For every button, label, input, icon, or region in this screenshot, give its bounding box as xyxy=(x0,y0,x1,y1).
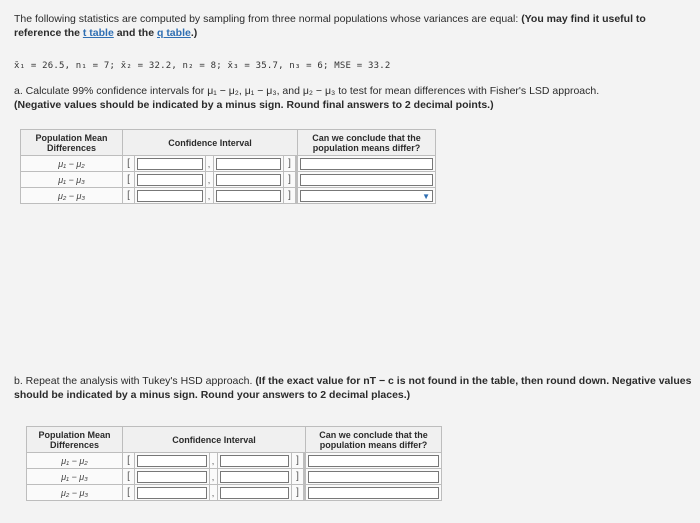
comma: , xyxy=(205,188,213,204)
comma: , xyxy=(205,172,213,188)
fisher-conclude-select-2[interactable] xyxy=(298,172,436,188)
tukey-upper-input-3[interactable] xyxy=(217,485,292,501)
open-bracket: [ xyxy=(123,156,135,172)
fisher-upper-input-2[interactable] xyxy=(213,172,284,188)
header-confidence-interval: Confidence Interval xyxy=(123,427,306,453)
tukey-conclude-select-1[interactable] xyxy=(306,453,442,469)
open-bracket: [ xyxy=(123,172,135,188)
row-label: μ₁ − μ₃ xyxy=(27,469,123,485)
statistics-line: x̄₁ = 26.5, n₁ = 7; x̄₂ = 32.2, n₂ = 8; x̄₃ = 35.7, n₃ = 6; MSE = 33.2 xyxy=(14,61,391,71)
open-bracket: [ xyxy=(123,453,135,469)
tukey-hsd-table xyxy=(26,426,442,501)
t-table-link[interactable]: t table xyxy=(82,27,114,39)
table-row xyxy=(27,453,442,469)
header-pop-mean: Population Mean Differences xyxy=(27,427,123,453)
close-bracket: ] xyxy=(284,156,296,172)
row-label: μ₂ − μ₃ xyxy=(21,188,123,204)
part-a-question: a. Calculate 99% confidence intervals for μ₁ − μ₂, μ₁ − μ₃, and μ₂ − μ₃ to test for mean differences with Fisher's LSD approach. (Negative values should be indicated by a minus sign. Round final answers to 2 decimal points.) xyxy=(14,85,600,111)
table-row xyxy=(21,188,436,204)
intro-text: The following statistics are computed by sampling from three normal populations whose variances are equal: (You may find it useful to reference the t table and the q table.) xyxy=(14,13,646,39)
chevron-down-icon[interactable]: ▼ xyxy=(422,191,430,201)
tukey-lower-input-2[interactable] xyxy=(135,469,210,485)
comma: , xyxy=(209,469,217,485)
header-pop-mean: Population Mean Differences xyxy=(21,130,123,156)
table-row xyxy=(27,469,442,485)
tukey-upper-input-1[interactable] xyxy=(217,453,292,469)
header-conclude: Can we conclude that the population means differ? xyxy=(298,130,436,156)
fisher-upper-input-3[interactable] xyxy=(213,188,284,204)
tukey-lower-input-1[interactable] xyxy=(135,453,210,469)
fisher-conclude-select-1[interactable] xyxy=(298,156,436,172)
tukey-lower-input-3[interactable] xyxy=(135,485,210,501)
row-label: μ₁ − μ₂ xyxy=(27,453,123,469)
part-b-question: b. Repeat the analysis with Tukey's HSD approach. (If the exact value for nT − c is not found in the table, then round down. Negative values should be indicated by a minus sign. Round your answers to 2 decimal places.) xyxy=(14,375,692,401)
table-row xyxy=(21,172,436,188)
row-label: μ₁ − μ₃ xyxy=(21,172,123,188)
table-row xyxy=(21,156,436,172)
tukey-conclude-select-3[interactable] xyxy=(306,485,442,501)
row-label: μ₂ − μ₃ xyxy=(27,485,123,501)
fisher-conclude-select-3[interactable] xyxy=(298,188,436,204)
q-table-link[interactable]: q table xyxy=(156,27,191,39)
table-row xyxy=(27,485,442,501)
fisher-lower-input-2[interactable] xyxy=(135,172,206,188)
comma: , xyxy=(209,453,217,469)
header-conclude: Can we conclude that the population means differ? xyxy=(306,427,442,453)
row-label: μ₁ − μ₂ xyxy=(21,156,123,172)
comma: , xyxy=(209,485,217,501)
fisher-lower-input-1[interactable] xyxy=(135,156,206,172)
open-bracket: [ xyxy=(123,469,135,485)
fisher-lower-input-3[interactable] xyxy=(135,188,206,204)
close-bracket: ] xyxy=(292,453,304,469)
fisher-lsd-table xyxy=(20,129,436,204)
open-bracket: [ xyxy=(123,188,135,204)
open-bracket: [ xyxy=(123,485,135,501)
tukey-upper-input-2[interactable] xyxy=(217,469,292,485)
close-bracket: ] xyxy=(284,172,296,188)
fisher-upper-input-1[interactable] xyxy=(213,156,284,172)
close-bracket: ] xyxy=(284,188,296,204)
close-bracket: ] xyxy=(292,469,304,485)
tukey-conclude-select-2[interactable] xyxy=(306,469,442,485)
header-confidence-interval: Confidence Interval xyxy=(123,130,298,156)
comma: , xyxy=(205,156,213,172)
close-bracket: ] xyxy=(292,485,304,501)
